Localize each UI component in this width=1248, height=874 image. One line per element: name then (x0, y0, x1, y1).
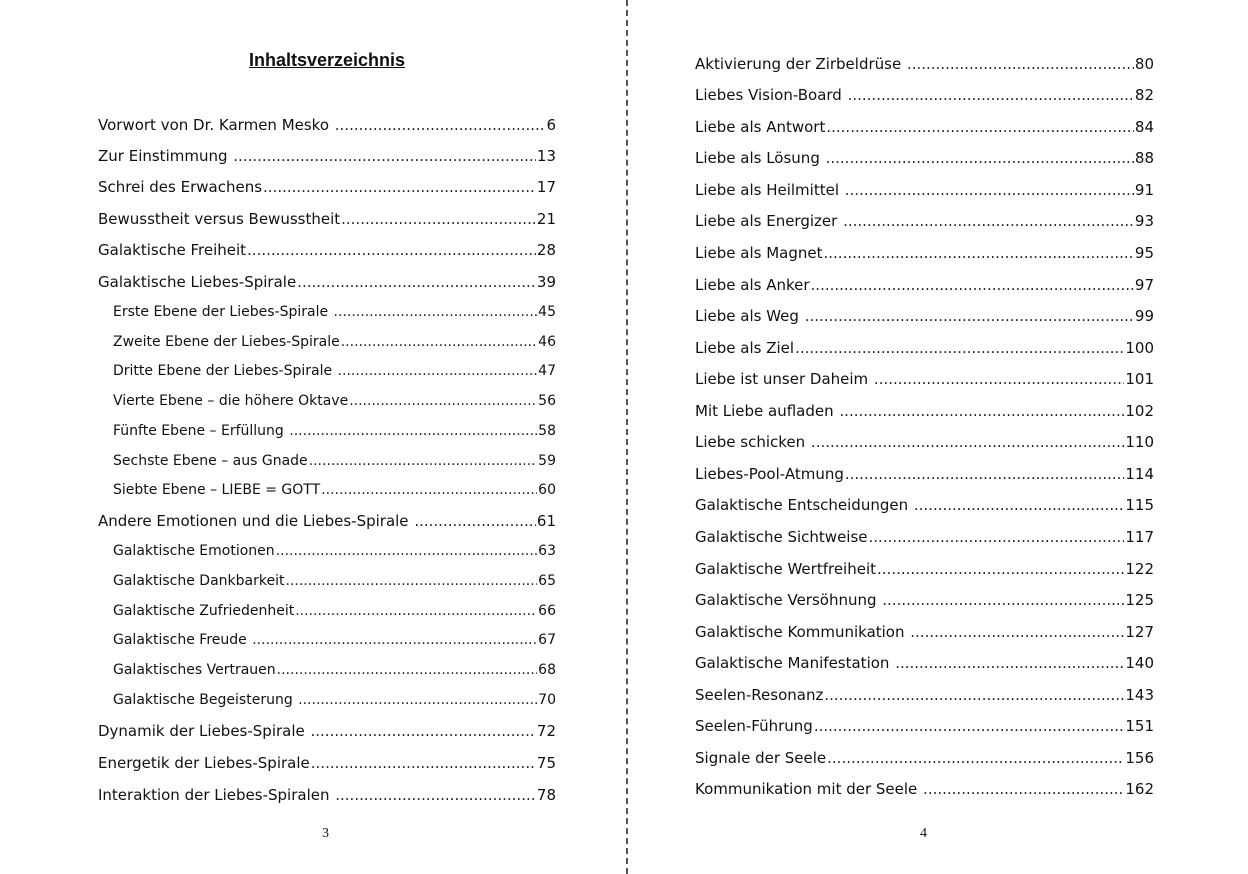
toc-entry-page: 56 (538, 393, 556, 409)
toc-entry-page: 156 (1125, 749, 1154, 767)
toc-leader-dots (297, 272, 536, 292)
toc-leader-dots (874, 369, 1124, 389)
toc-entry-page: 68 (538, 662, 556, 678)
toc-entry-page: 162 (1125, 780, 1154, 798)
toc-entry (98, 721, 556, 741)
toc-leader-dots (826, 148, 1134, 168)
toc-entry-page: 47 (538, 363, 556, 379)
toc-entry (695, 180, 1154, 200)
toc-entry-label: Galaktische Sichtweise (695, 528, 868, 546)
toc-entry-page: 88 (1134, 149, 1154, 167)
toc-entry-label: Galaktische Versöhnung (695, 591, 882, 609)
toc-entry (695, 716, 1154, 736)
toc-entry-label: Galaktische Kommunikation (695, 623, 910, 641)
page-number-left: 3 (322, 826, 329, 841)
toc-entry-label: Zur Einstimmung (98, 147, 233, 165)
toc-entry (695, 338, 1154, 358)
toc-entry (695, 622, 1154, 642)
toc-entry-label: Erste Ebene der Liebes-Spirale (113, 304, 333, 320)
toc-entry-label: Liebe als Weg (695, 307, 804, 325)
toc-entry (695, 653, 1154, 673)
toc-entry-label: Seelen-Führung (695, 717, 813, 735)
toc-entry (695, 306, 1154, 326)
toc-entry-page: 13 (536, 147, 556, 165)
toc-leader-dots (285, 571, 537, 591)
toc-entry-page: 67 (538, 632, 556, 648)
toc-leader-dots (839, 401, 1124, 421)
toc-entry-page: 117 (1125, 528, 1154, 546)
toc-entry-label: Liebe schicken (695, 433, 810, 451)
toc-entry-label: Andere Emotionen und die Liebes-Spirale (98, 512, 414, 530)
toc-entry-page: 72 (536, 722, 556, 740)
toc-entry-page: 93 (1134, 212, 1154, 230)
toc-entry-label: Galaktische Freiheit (98, 241, 247, 259)
toc-leader-dots (843, 211, 1134, 231)
toc-entry (113, 302, 556, 322)
toc-leader-dots (276, 541, 538, 561)
toc-leader-dots (311, 721, 536, 741)
toc-entry-label: Vorwort von Dr. Karmen Mesko (98, 116, 334, 134)
toc-entry-page: 46 (538, 334, 556, 350)
toc-entry-page: 17 (536, 178, 556, 196)
toc-entry (98, 240, 556, 260)
toc-entry-label: Interaktion der Liebes-Spiralen (98, 786, 335, 804)
toc-entry-label: Signale der Seele (695, 749, 827, 767)
toc-entry-label: Galaktische Wertfreiheit (695, 560, 877, 578)
toc-entry (113, 451, 556, 471)
toc-entry (113, 332, 556, 352)
toc-entry-page: 28 (536, 241, 556, 259)
toc-entry-page: 63 (538, 543, 556, 559)
toc-leader-dots (848, 85, 1134, 105)
toc-entry-label: Energetik der Liebes-Spirale (98, 754, 310, 772)
toc-entry-label: Galaktisches Vertrauen (113, 662, 276, 678)
toc-leader-dots (334, 302, 538, 322)
toc-leader-dots (295, 601, 537, 621)
toc-entry-label: Bewusstheit versus Bewusstheit (98, 210, 341, 228)
right-page (628, 0, 1248, 874)
toc-entry-page: 21 (536, 210, 556, 228)
toc-leader-dots (309, 451, 538, 471)
toc-entry-page: 143 (1125, 686, 1154, 704)
toc-leader-dots (824, 243, 1134, 263)
toc-entry (695, 85, 1154, 105)
toc-leader-dots (877, 559, 1124, 579)
toc-entry (98, 177, 556, 197)
toc-entry-page: 127 (1125, 623, 1154, 641)
toc-leader-dots (311, 753, 536, 773)
toc-leader-dots (845, 180, 1134, 200)
toc-leader-dots (795, 338, 1124, 358)
toc-entry (113, 361, 556, 381)
toc-leader-dots (335, 115, 546, 135)
toc-leader-dots (289, 421, 537, 441)
toc-entry-label: Mit Liebe aufladen (695, 402, 839, 420)
toc-entry (98, 511, 556, 531)
toc-leader-dots (811, 275, 1134, 295)
toc-entry-page: 66 (538, 603, 556, 619)
toc-entry-page: 101 (1125, 370, 1154, 388)
toc-entry-label: Galaktische Emotionen (113, 543, 275, 559)
toc-entry-label: Liebe als Energizer (695, 212, 843, 230)
toc-entry-label: Galaktische Liebes-Spirale (98, 273, 297, 291)
toc-entry (695, 779, 1154, 799)
toc-entry-label: Dritte Ebene der Liebes-Spirale (113, 363, 337, 379)
toc-entry-page: 39 (536, 273, 556, 291)
toc-leader-dots (910, 622, 1124, 642)
toc-entry-page: 59 (538, 453, 556, 469)
toc-entry (695, 432, 1154, 452)
toc-entry-label: Galaktische Dankbarkeit (113, 573, 285, 589)
toc-leader-dots (298, 690, 537, 710)
toc-leader-dots (895, 653, 1124, 673)
toc-leader-dots (247, 240, 536, 260)
toc-entry-page: 6 (546, 116, 556, 134)
toc-leader-dots (811, 432, 1124, 452)
toc-leader-dots (923, 779, 1124, 799)
toc-entry-label: Liebe als Anker (695, 276, 810, 294)
toc-entry-label: Vierte Ebene – die höhere Oktave (113, 393, 349, 409)
toc-entry (695, 275, 1154, 295)
toc-entry-label: Seelen-Resonanz (695, 686, 824, 704)
page-number-right: 4 (920, 826, 927, 841)
toc-leader-dots (341, 209, 536, 229)
toc-entry (113, 630, 556, 650)
toc-entry-label: Siebte Ebene – LIEBE = GOTT (113, 482, 321, 498)
toc-leader-dots (277, 660, 538, 680)
toc-entry (695, 495, 1154, 515)
toc-entry-page: 122 (1125, 560, 1154, 578)
toc-entry (113, 541, 556, 561)
toc-entry-label: Liebe ist unser Daheim (695, 370, 873, 388)
toc-leader-dots (814, 716, 1125, 736)
toc-entry (695, 748, 1154, 768)
toc-entry-page: 78 (536, 786, 556, 804)
toc-entry-label: Liebes Vision-Board (695, 86, 847, 104)
toc-leader-dots (338, 361, 538, 381)
toc-entry-page: 75 (536, 754, 556, 772)
toc-entry-page: 125 (1125, 591, 1154, 609)
toc-entry-label: Galaktische Zufriedenheit (113, 603, 295, 619)
toc-entry (98, 785, 556, 805)
toc-leader-dots (907, 54, 1134, 74)
toc-entry (98, 209, 556, 229)
toc-entry-page: 100 (1125, 339, 1154, 357)
toc-leader-dots (335, 785, 536, 805)
toc-entry-page: 91 (1134, 181, 1154, 199)
toc-entry-page: 82 (1134, 86, 1154, 104)
toc-entry-label: Zweite Ebene der Liebes-Spirale (113, 334, 340, 350)
toc-entry-label: Fünfte Ebene – Erfüllung (113, 423, 289, 439)
toc-entry-page: 151 (1125, 717, 1154, 735)
toc-entry-label: Liebes-Pool-Atmung (695, 465, 844, 483)
toc-leader-dots (233, 146, 536, 166)
toc-entry (98, 115, 556, 135)
toc-entry (113, 690, 556, 710)
toc-entry-page: 102 (1125, 402, 1154, 420)
toc-entry-page: 110 (1125, 433, 1154, 451)
toc-entry-label: Galaktische Freude (113, 632, 252, 648)
toc-entry (695, 527, 1154, 547)
toc-entry-label: Liebe als Lösung (695, 149, 825, 167)
toc-entry-page: 84 (1134, 118, 1154, 136)
toc-entry-page: 140 (1125, 654, 1154, 672)
toc-entry (98, 272, 556, 292)
toc-leader-dots (824, 685, 1124, 705)
toc-leader-dots (349, 391, 537, 411)
toc-entry-label: Galaktische Entscheidungen (695, 496, 913, 514)
toc-entry-page: 99 (1134, 307, 1154, 325)
toc-entry (695, 54, 1154, 74)
toc-entry-page: 45 (538, 304, 556, 320)
toc-leader-dots (914, 495, 1124, 515)
toc-leader-dots (341, 332, 537, 352)
toc-entry (695, 401, 1154, 421)
toc-entry-page: 65 (538, 573, 556, 589)
toc-entry (695, 148, 1154, 168)
toc-entry-page: 61 (536, 512, 556, 530)
toc-entry-label: Liebe als Heilmittel (695, 181, 844, 199)
toc-entry-page: 97 (1134, 276, 1154, 294)
toc-entry (113, 391, 556, 411)
toc-entry (695, 211, 1154, 231)
toc-leader-dots (414, 511, 536, 531)
toc-entry-label: Galaktische Begeisterung (113, 692, 298, 708)
toc-entry-page: 114 (1125, 465, 1154, 483)
toc-entry (695, 464, 1154, 484)
toc-entry (695, 369, 1154, 389)
toc-entry-label: Kommunikation mit der Seele (695, 780, 923, 798)
toc-leader-dots (845, 464, 1124, 484)
toc-leader-dots (263, 177, 536, 197)
toc-entry (113, 660, 556, 680)
toc-entry-label: Liebe als Magnet (695, 244, 823, 262)
toc-entry (98, 753, 556, 773)
toc-entry (113, 421, 556, 441)
toc-entry (695, 590, 1154, 610)
toc-entry (695, 685, 1154, 705)
toc-entry (695, 117, 1154, 137)
toc-entry-page: 58 (538, 423, 556, 439)
toc-entry-label: Liebe als Antwort (695, 118, 826, 136)
toc-entry (98, 146, 556, 166)
toc-title: Inhaltsverzeichnis (248, 50, 406, 70)
toc-entry (113, 571, 556, 591)
toc-leader-dots (827, 748, 1124, 768)
toc-leader-dots (321, 480, 537, 500)
toc-entry-label: Sechste Ebene – aus Gnade (113, 453, 308, 469)
toc-entry-page: 80 (1134, 55, 1154, 73)
toc-leader-dots (882, 590, 1124, 610)
toc-entry (695, 243, 1154, 263)
toc-entry-label: Aktivierung der Zirbeldrüse (695, 55, 906, 73)
toc-entry-label: Schrei des Erwachens (98, 178, 263, 196)
toc-entry (113, 480, 556, 500)
toc-entry (113, 601, 556, 621)
toc-entry-page: 95 (1134, 244, 1154, 262)
toc-entry-page: 60 (538, 482, 556, 498)
toc-leader-dots (805, 306, 1134, 326)
toc-entry-label: Liebe als Ziel (695, 339, 795, 357)
toc-entry (695, 559, 1154, 579)
toc-leader-dots (826, 117, 1134, 137)
toc-leader-dots (869, 527, 1125, 547)
toc-entry-page: 70 (538, 692, 556, 708)
toc-entry-page: 115 (1125, 496, 1154, 514)
toc-entry-label: Dynamik der Liebes-Spirale (98, 722, 310, 740)
toc-leader-dots (252, 630, 537, 650)
toc-entry-label: Galaktische Manifestation (695, 654, 895, 672)
